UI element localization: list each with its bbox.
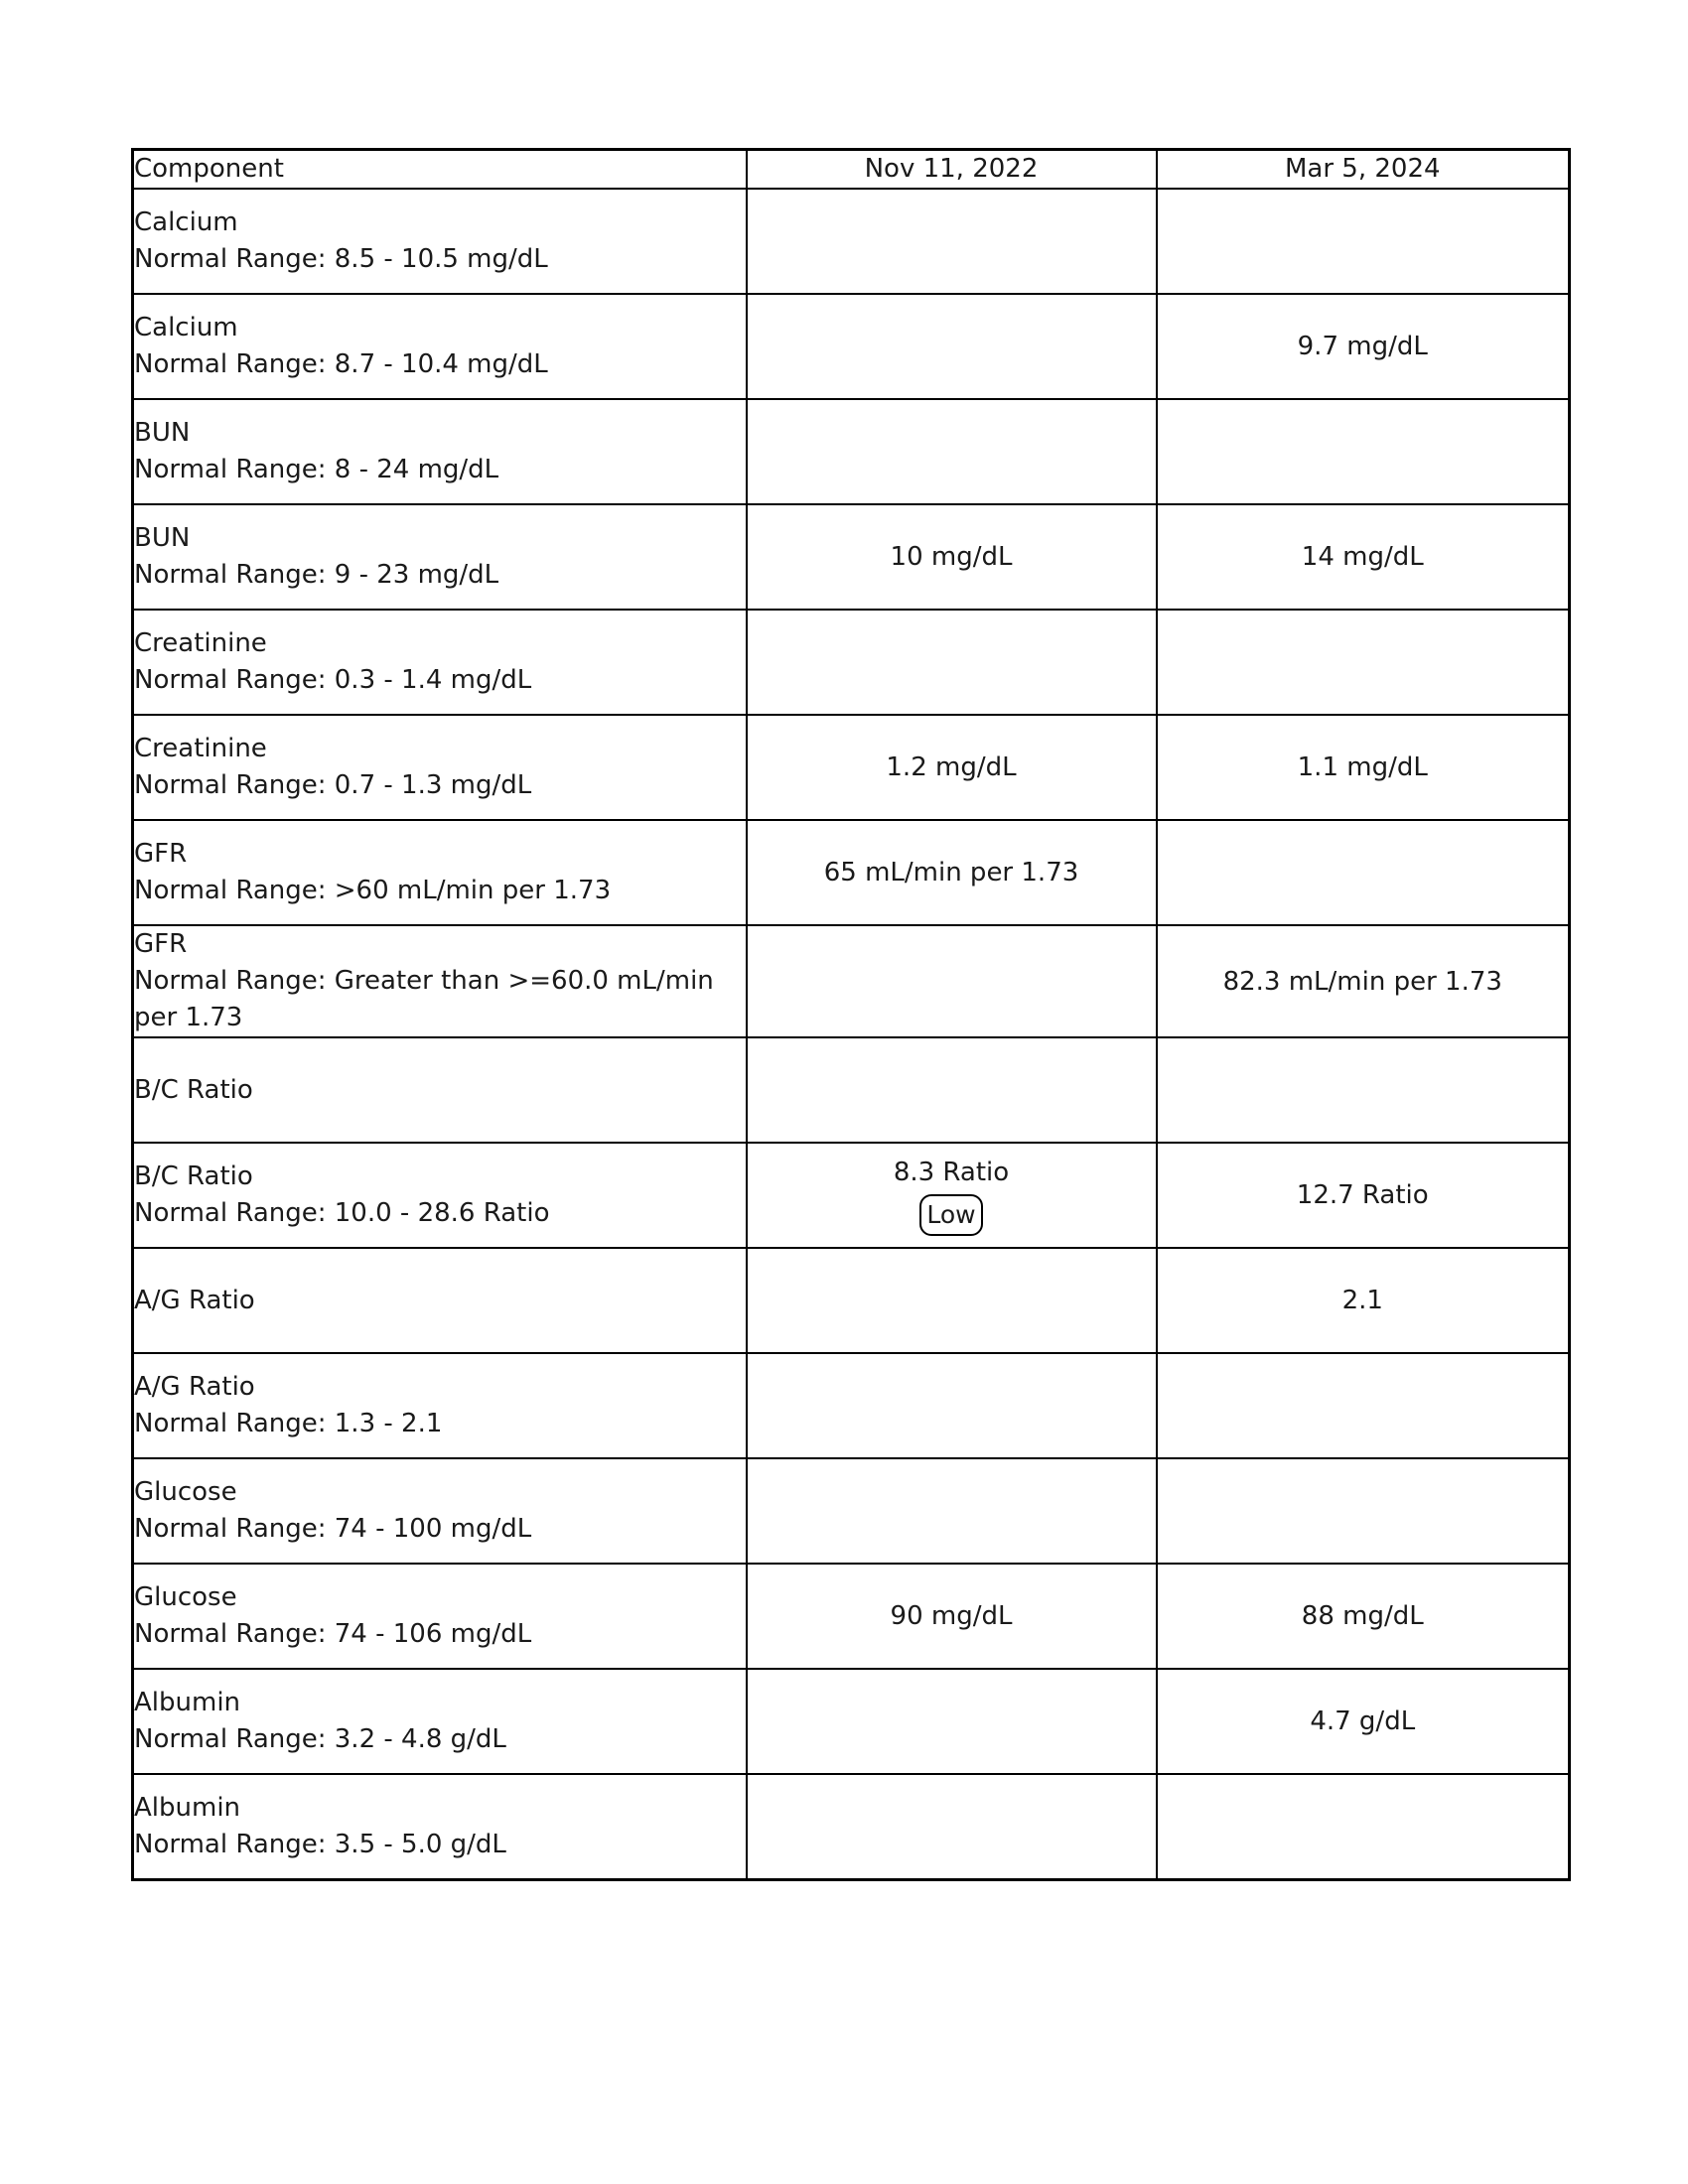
- table-row: [133, 1248, 1570, 1353]
- result-value: 65 mL/min per 1.73: [823, 858, 1079, 887]
- component-cell: [133, 399, 747, 504]
- value-cell-date-1: [747, 1143, 1157, 1248]
- normal-range: Normal Range: 1.3 - 2.1: [134, 1409, 443, 1438]
- header-component: Component: [133, 150, 747, 190]
- value-cell-date-1: [747, 1669, 1157, 1774]
- table-row: [133, 715, 1570, 820]
- result-value: 2.1: [1341, 1286, 1383, 1315]
- table-row: [133, 1353, 1570, 1458]
- component-cell: [133, 1248, 747, 1353]
- value-cell-date-1: [747, 504, 1157, 610]
- value-cell-date-2: [1157, 1353, 1570, 1458]
- value-cell-date-1: [747, 715, 1157, 820]
- value-cell-date-2: [1157, 1669, 1570, 1774]
- value-cell-date-1: [747, 820, 1157, 925]
- component-name: Glucose: [134, 1582, 237, 1612]
- table-row: [133, 820, 1570, 925]
- value-cell-date-1: [747, 610, 1157, 715]
- result-value: 1.2 mg/dL: [886, 752, 1017, 782]
- table-row: [133, 610, 1570, 715]
- table-row: [133, 1458, 1570, 1564]
- component-cell: [133, 1564, 747, 1669]
- component-name: Albumin: [134, 1688, 241, 1717]
- component-name: Creatinine: [134, 628, 267, 658]
- component-cell: [133, 925, 747, 1037]
- normal-range: Normal Range: 3.5 - 5.0 g/dL: [134, 1830, 506, 1859]
- table-row: [133, 925, 1570, 1037]
- component-name: Albumin: [134, 1793, 241, 1823]
- component-name: BUN: [134, 418, 191, 448]
- component-name: GFR: [134, 839, 188, 869]
- component-name: GFR: [134, 929, 188, 959]
- result-value: 90 mg/dL: [890, 1601, 1013, 1631]
- lab-results-table: [131, 148, 1571, 1881]
- value-cell-date-2: [1157, 1143, 1570, 1248]
- lab-table-body: [133, 189, 1570, 1880]
- table-row: [133, 294, 1570, 399]
- table-row: [133, 1564, 1570, 1669]
- component-cell: [133, 189, 747, 294]
- component-name: B/C Ratio: [134, 1074, 253, 1105]
- normal-range: Normal Range: 0.7 - 1.3 mg/dL: [134, 770, 532, 800]
- table-row: [133, 1774, 1570, 1880]
- component-name: Calcium: [134, 313, 238, 342]
- component-name: A/G Ratio: [134, 1285, 255, 1315]
- component-cell: [133, 294, 747, 399]
- value-cell-date-1: [747, 189, 1157, 294]
- value-cell-date-1: [747, 1774, 1157, 1880]
- normal-range: Normal Range: 8.5 - 10.5 mg/dL: [134, 244, 548, 274]
- result-value: 10 mg/dL: [890, 542, 1013, 572]
- component-name: Creatinine: [134, 734, 267, 763]
- value-cell-date-2: [1157, 1458, 1570, 1564]
- table-row: [133, 1669, 1570, 1774]
- header-row: [133, 150, 1570, 190]
- result-value: 12.7 Ratio: [1296, 1180, 1429, 1210]
- normal-range: Normal Range: >60 mL/min per 1.73: [134, 876, 612, 905]
- result-value: 14 mg/dL: [1301, 542, 1424, 572]
- result-value: 4.7 g/dL: [1310, 1706, 1416, 1736]
- value-cell-date-2: [1157, 1774, 1570, 1880]
- component-cell: [133, 610, 747, 715]
- value-cell-date-2: [1157, 189, 1570, 294]
- value-cell-date-2: [1157, 1248, 1570, 1353]
- component-cell: [133, 1143, 747, 1248]
- result-value: 82.3 mL/min per 1.73: [1222, 966, 1502, 997]
- value-cell-date-2: [1157, 820, 1570, 925]
- table-row: [133, 504, 1570, 610]
- result-value: 9.7 mg/dL: [1297, 332, 1428, 361]
- value-cell-date-1: [747, 294, 1157, 399]
- normal-range: Normal Range: 10.0 - 28.6 Ratio: [134, 1198, 550, 1228]
- component-name: BUN: [134, 523, 191, 553]
- result-value: 8.3 Ratio: [893, 1158, 1010, 1187]
- value-cell-date-2: [1157, 504, 1570, 610]
- value-cell-date-2: [1157, 610, 1570, 715]
- normal-range: Normal Range: Greater than >=60.0 mL/min per 1.73: [134, 966, 714, 1032]
- normal-range: Normal Range: 74 - 100 mg/dL: [134, 1514, 532, 1544]
- component-name: A/G Ratio: [134, 1372, 255, 1402]
- component-cell: [133, 1037, 747, 1143]
- value-cell-date-1: [747, 1248, 1157, 1353]
- normal-range: Normal Range: 3.2 - 4.8 g/dL: [134, 1724, 506, 1754]
- table-row: [133, 189, 1570, 294]
- result-value: 88 mg/dL: [1301, 1601, 1424, 1631]
- component-name: Glucose: [134, 1477, 237, 1507]
- result-value: 1.1 mg/dL: [1297, 752, 1428, 782]
- normal-range: Normal Range: 74 - 106 mg/dL: [134, 1619, 532, 1649]
- value-cell-date-1: [747, 399, 1157, 504]
- normal-range: Normal Range: 0.3 - 1.4 mg/dL: [134, 665, 532, 695]
- value-cell-date-2: [1157, 399, 1570, 504]
- value-cell-date-2: [1157, 1564, 1570, 1669]
- header-date-2: Mar 5, 2024: [1157, 150, 1570, 190]
- table-row: [133, 1037, 1570, 1143]
- component-name: Calcium: [134, 207, 238, 237]
- value-cell-date-2: [1157, 925, 1570, 1037]
- value-cell-date-1: [747, 1353, 1157, 1458]
- value-cell-date-2: [1157, 1037, 1570, 1143]
- component-cell: [133, 1669, 747, 1774]
- header-date-1: Nov 11, 2022: [747, 150, 1157, 190]
- value-cell-date-1: [747, 925, 1157, 1037]
- value-cell-date-1: [747, 1564, 1157, 1669]
- component-cell: [133, 1774, 747, 1880]
- value-cell-date-2: [1157, 715, 1570, 820]
- component-cell: [133, 504, 747, 610]
- normal-range: Normal Range: 8 - 24 mg/dL: [134, 455, 499, 484]
- table-row: [133, 1143, 1570, 1248]
- component-name: B/C Ratio: [134, 1161, 253, 1191]
- value-cell-date-1: [747, 1458, 1157, 1564]
- value-cell-date-1: [747, 1037, 1157, 1143]
- value-cell-date-2: [1157, 294, 1570, 399]
- component-cell: [133, 715, 747, 820]
- normal-range: Normal Range: 9 - 23 mg/dL: [134, 560, 499, 590]
- component-cell: [133, 1458, 747, 1564]
- component-cell: [133, 1353, 747, 1458]
- normal-range: Normal Range: 8.7 - 10.4 mg/dL: [134, 349, 548, 379]
- component-cell: [133, 820, 747, 925]
- abnormal-flag-badge: Low: [919, 1194, 982, 1236]
- table-row: [133, 399, 1570, 504]
